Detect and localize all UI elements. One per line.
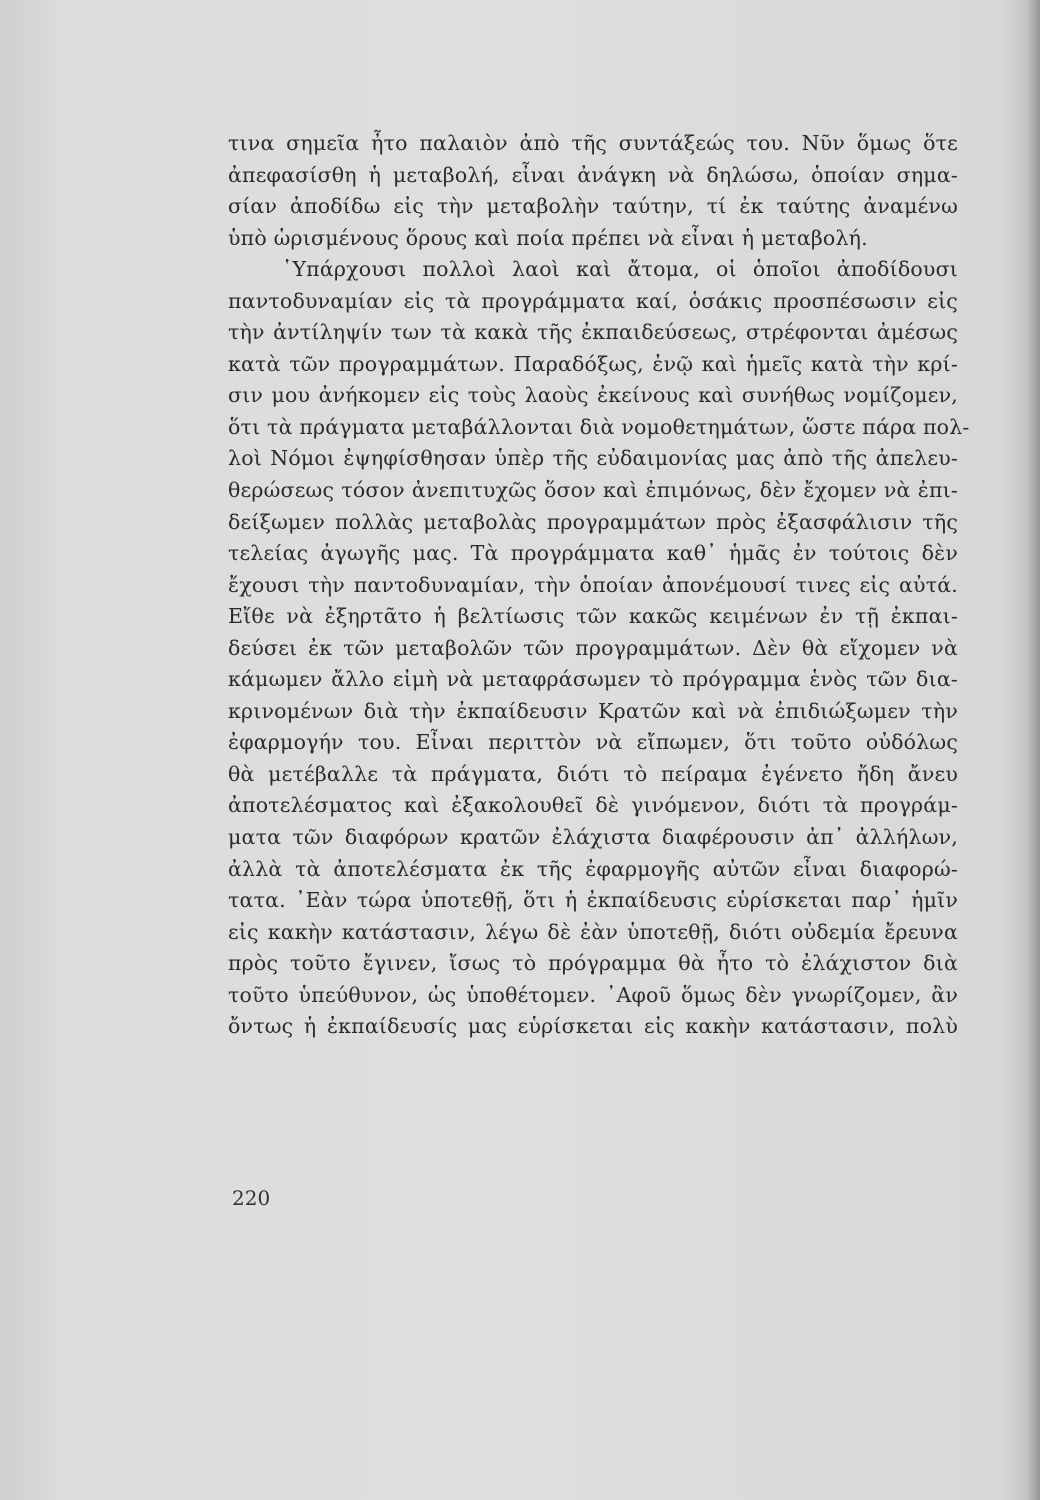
text-line: θὰ μετέβαλλε τὰ πράγματα, διότι τὸ πείραμα ἐγένετο ἤδη ἄνευ bbox=[228, 761, 958, 786]
body-text bbox=[228, 128, 970, 1043]
text-line: δείξωμεν πολλὰς μεταβολὰς προγραμμάτων πρὸς ἐξασφάλισιν τῆς bbox=[228, 509, 958, 534]
text-line: εἰς κακὴν κατάστασιν, λέγω δὲ ἐὰν ὑποτεθῇ, διότι οὐδεμία ἔρευνα bbox=[228, 919, 958, 944]
text-line: θερώσεως τόσον ἀνεπιτυχῶς ὅσον καὶ ἐπιμόνως, δὲν ἔχομεν νὰ ἐπι- bbox=[228, 478, 958, 503]
text-line: κάμωμεν ἄλλο εἰμὴ νὰ μεταφράσωμεν τὸ πρόγραμμα ἑνὸς τῶν δια- bbox=[228, 667, 958, 692]
page-number: 220 bbox=[232, 1186, 271, 1210]
text-line: σιν μου ἀνήκομεν εἰς τοὺς λαοὺς ἐκείνους καὶ συνήθως νομίζομεν, bbox=[228, 383, 958, 408]
text-line: κατὰ τῶν προγραμμάτων. Παραδόξως, ἐνῷ καὶ ἡμεῖς κατὰ τὴν κρί- bbox=[228, 351, 958, 376]
text-line: ἔχουσι τὴν παντοδυναμίαν, τὴν ὁποίαν ἀπονέμουσί τινες εἰς αὐτά. bbox=[228, 572, 958, 597]
text-line: ἀλλὰ τὰ ἀποτελέσματα ἐκ τῆς ἐφαρμογῆς αὐτῶν εἶναι διαφορώ- bbox=[228, 856, 958, 881]
text-line: ῾Υπάρχουσι πολλοὶ λαοὶ καὶ ἄτομα, οἱ ὁποῖοι ἀποδίδουσι bbox=[282, 257, 958, 282]
text-line: σίαν ἀποδίδω εἰς τὴν μεταβολὴν ταύτην, τί ἐκ ταύτης ἀναμένω bbox=[228, 194, 958, 219]
text-line: ὅτι τὰ πράγματα μεταβάλλονται διὰ νομοθετημάτων, ὥστε πάρα πολ- bbox=[228, 414, 970, 439]
text-line: κρινομένων διὰ τὴν ἐκπαίδευσιν Κρατῶν καὶ νὰ ἐπιδιώξωμεν τὴν bbox=[228, 698, 958, 723]
text-line: πρὸς τοῦτο ἔγινεν, ἴσως τὸ πρόγραμμα θὰ ἦτο τὸ ἐλάχιστον διὰ bbox=[228, 951, 958, 976]
text-line: Εἴθε νὰ ἐξηρτᾶτο ἡ βελτίωσις τῶν κακῶς κειμένων ἐν τῇ ἐκπαι- bbox=[228, 604, 958, 629]
text-line: ἀποτελέσματος καὶ ἐξακολουθεῖ δὲ γινόμενον, διότι τὰ προγράμ- bbox=[228, 793, 958, 818]
text-line: παντοδυναμίαν εἰς τὰ προγράμματα καί, ὁσάκις προσπέσωσιν εἰς bbox=[228, 288, 958, 313]
text-line: τελείας ἀγωγῆς μας. Τὰ προγράμματα καθ᾿ ἡμᾶς ἐν τούτοις δὲν bbox=[228, 541, 958, 566]
text-line: τατα. ᾿Εὰν τώρα ὑποτεθῇ, ὅτι ἡ ἐκπαίδευσις εὑρίσκεται παρ᾿ ἡμῖν bbox=[228, 888, 958, 913]
text-line: ἀπεφασίσθη ἡ μεταβολή, εἶναι ἀνάγκη νὰ δηλώσω, ὁποίαν σημα- bbox=[228, 162, 958, 187]
text-line: λοὶ Νόμοι ἐψηφίσθησαν ὑπὲρ τῆς εὐδαιμονίας μας ἀπὸ τῆς ἀπελευ- bbox=[228, 446, 958, 471]
page-edge-shadow bbox=[1026, 0, 1040, 1500]
text-line: ἐφαρμογήν του. Εἶναι περιττὸν νὰ εἴπωμεν, ὅτι τοῦτο οὐδόλως bbox=[228, 730, 958, 755]
text-line: τὴν ἀντίληψίν των τὰ κακὰ τῆς ἐκπαιδεύσεως, στρέφονται ἀμέσως bbox=[228, 320, 958, 345]
text-line: ὄντως ἡ ἐκπαίδευσίς μας εὑρίσκεται εἰς κακὴν κατάστασιν, πολὺ bbox=[228, 1014, 958, 1039]
text-line: δεύσει ἐκ τῶν μεταβολῶν τῶν προγραμμάτων. Δὲν θὰ εἴχομεν νὰ bbox=[228, 635, 958, 660]
text-line: ματα τῶν διαφόρων κρατῶν ἐλάχιστα διαφέρουσιν ἀπ᾿ ἀλλήλων, bbox=[228, 825, 958, 850]
text-line: ὑπὸ ὡρισμένους ὅρους καὶ ποία πρέπει νὰ εἶναι ἡ μεταβολή. bbox=[228, 225, 868, 250]
text-line: τινα σημεῖα ἦτο παλαιὸν ἀπὸ τῆς συντάξεώς του. Νῦν ὅμως ὅτε bbox=[228, 131, 958, 155]
text-line: τοῦτο ὑπεύθυνον, ὡς ὑποθέτομεν. ᾿Αφοῦ ὅμως δὲν γνωρίζομεν, ἂν bbox=[228, 982, 958, 1007]
